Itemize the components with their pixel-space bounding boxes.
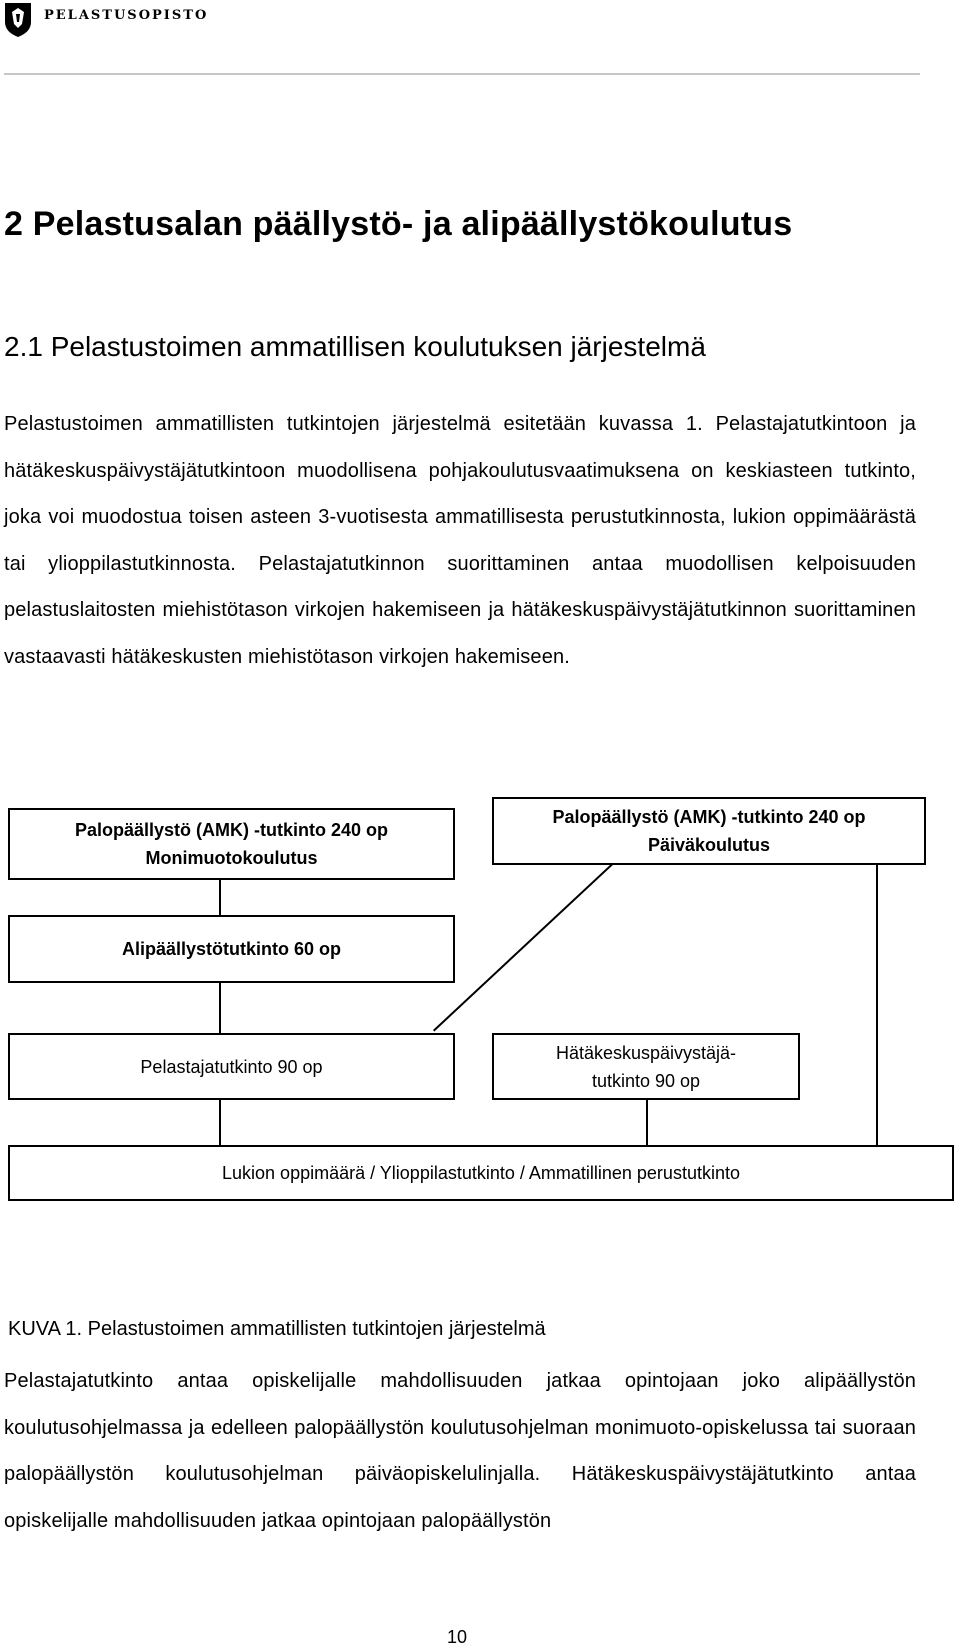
crest-shield-icon <box>4 2 32 38</box>
qualification-diagram <box>0 807 960 1250</box>
connector-line <box>219 880 221 915</box>
box-dispatcher-degree: Hätäkeskuspäivystäjä- tutkinto 90 op <box>492 1033 800 1100</box>
connector-line <box>433 846 632 1032</box>
box-firefighter-degree: Pelastajatutkinto 90 op <box>8 1033 455 1100</box>
connector-line <box>876 865 878 1145</box>
body-paragraph: Pelastajatutkinto antaa opiskelijalle mahdollisuuden jatkaa opintojaan joko alipäällystön koulutusohjelmassa ja edelleen palopäällystön koulutusohjelman monimuoto-opiskelussa tai suoraan palopäällystön koulutusohjelman päiväopiskelulinjalla. Hätäkeskuspäivystäjätutkinto antaa opiskelijalle mahdollisuuden jatkaa opintojaan palopäällystön <box>4 1370 916 1532</box>
header-divider <box>4 73 920 75</box>
connector-line <box>646 1100 648 1145</box>
page-header <box>4 0 920 80</box>
page-number: 10 <box>447 1627 468 1647</box>
box-multiform-degree: Palopäällystö (AMK) -tutkinto 240 op Monimuotokoulutus <box>8 808 455 880</box>
brand-name: PELASTUSOPISTO <box>44 8 209 23</box>
box-daytime-degree: Palopäällystö (AMK) -tutkinto 240 op Päiväkoulutus <box>492 797 926 865</box>
box-subofficer-degree: Alipäällystötutkinto 60 op <box>8 915 455 983</box>
connector-line <box>219 1100 221 1145</box>
section-heading: 2 Pelastusalan päällystö- ja alipäällystökoulutus <box>4 205 793 243</box>
connector-line <box>219 983 221 1033</box>
intro-paragraph: Pelastustoimen ammatillisten tutkintojen järjestelmä esitetään kuvassa 1. Pelastajatutkintoon ja hätäkeskuspäivystäjätutkintoon muodollisena pohjakoulutusvaatimuksena on keskiasteen tutkinto, joka voi muodostua toisen asteen 3-vuotisesta ammatillisesta perustutkinnosta, lukion oppimäärästä tai ylioppilastutkinnosta. Pelastajatutkinnon suorittaminen antaa muodollisen kelpoisuuden pelastuslaitosten miehistötason virkojen hakemiseen ja hätäkeskuspäivystäjätutkinnon suorittaminen vastaavasti hätäkeskusten miehistötason virkojen hakemiseen. <box>4 413 916 668</box>
box-base-education: Lukion oppimäärä / Ylioppilastutkinto / Ammatillinen perustutkinto <box>8 1145 954 1201</box>
subsection-heading: 2.1 Pelastustoimen ammatillisen koulutuksen järjestelmä <box>4 331 706 362</box>
figure-caption: KUVA 1. Pelastustoimen ammatillisten tutkintojen järjestelmä <box>8 1318 546 1340</box>
